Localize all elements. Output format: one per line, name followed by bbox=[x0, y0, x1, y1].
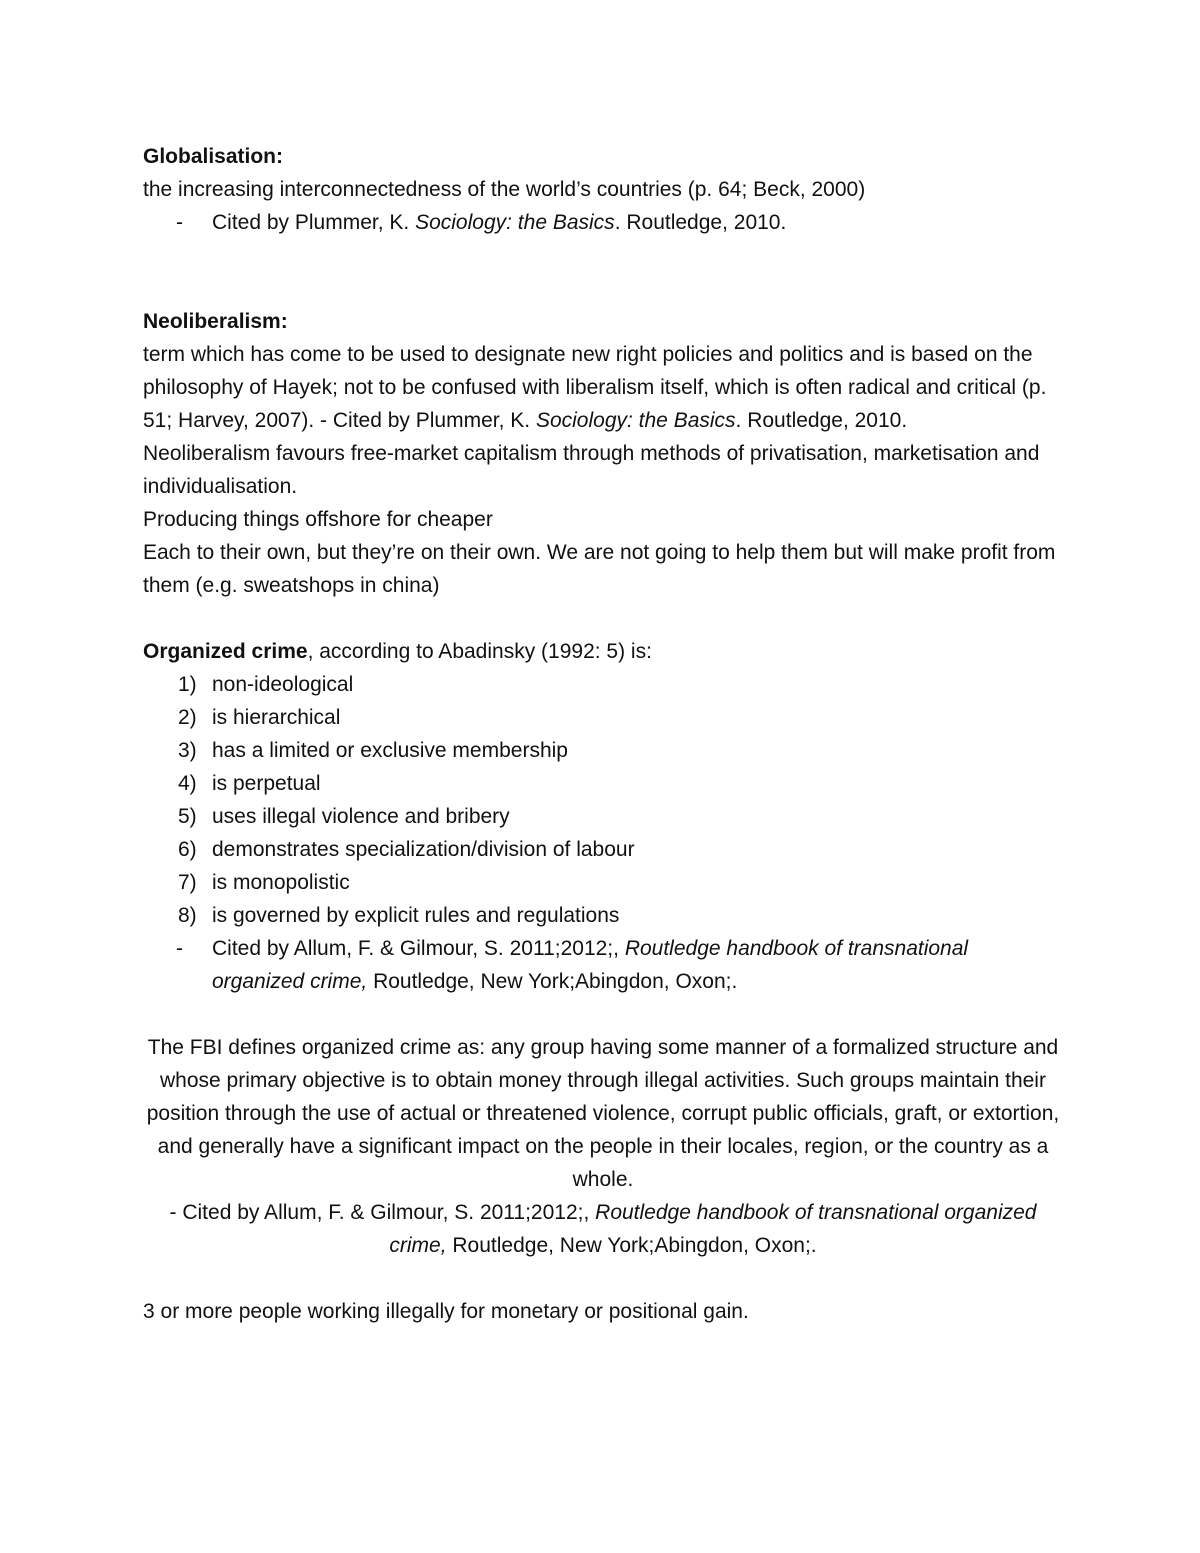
citation-title: Sociology: the Basics bbox=[415, 211, 615, 234]
citation-suffix: Routledge, New York;Abingdon, Oxon;. bbox=[367, 970, 738, 993]
citation-prefix: Cited by Plummer, K. bbox=[212, 211, 416, 234]
spacer bbox=[143, 239, 1063, 305]
citation-title: Sociology: the Basics bbox=[535, 409, 736, 432]
fbi-definition: The FBI defines organized crime as: any group having some manner of a formalized structure and whose primary objective is to obtain money through illegal activities. Such groups maintain their position through the use of actual or threatened violence, corrupt public officials, graft, or extortion, and generally have a significant impact on the people in their locales, region, or the country as a whole. bbox=[146, 1036, 1060, 1191]
list-text: is monopolistic bbox=[212, 871, 350, 894]
list-text: is hierarchical bbox=[212, 706, 341, 729]
list-text: is governed by explicit rules and regulations bbox=[212, 904, 620, 927]
organized-crime-citation bbox=[143, 932, 1063, 998]
globalisation-definition: the increasing interconnectedness of the world’s countries (p. 64; Beck, 2000) bbox=[143, 178, 866, 201]
list-item bbox=[143, 899, 1063, 932]
list-text: has a limited or exclusive membership bbox=[212, 739, 568, 762]
list-item bbox=[143, 800, 1063, 833]
organized-crime-list bbox=[143, 668, 1063, 932]
list-item bbox=[143, 833, 1063, 866]
list-number: 2) bbox=[178, 706, 197, 729]
definition-text: term which has come to be used to designate new right policies and politics and is based on the philosophy of Hayek; not to be confused with liberalism itself, which is often radical and critical (p. 51; Harvey, 2007). - Cited by Plummer, K. bbox=[143, 343, 1047, 432]
spacer bbox=[143, 998, 1063, 1031]
citation-suffix: . Routledge, 2010. bbox=[614, 211, 787, 234]
neoliberalism-line: Neoliberalism favours free-market capitalism through methods of privatisation, marketisation and individualisation. bbox=[143, 442, 1040, 498]
citation-dash: - bbox=[176, 937, 183, 960]
citation-suffix: Routledge, New York;Abingdon, Oxon;. bbox=[446, 1234, 817, 1257]
list-number: 5) bbox=[178, 805, 197, 828]
neoliberalism-line: Producing things offshore for cheaper bbox=[143, 508, 493, 531]
document-body bbox=[143, 140, 1063, 1328]
list-number: 6) bbox=[178, 838, 197, 861]
list-item bbox=[143, 701, 1063, 734]
citation-suffix: . Routledge, 2010. bbox=[735, 409, 908, 432]
intro-text: , according to Abadinsky (1992: 5) is: bbox=[307, 640, 652, 663]
fbi-citation bbox=[143, 1196, 1063, 1262]
list-text: uses illegal violence and bribery bbox=[212, 805, 510, 828]
citation-title: Routledge handbook of transnational organized crime, bbox=[212, 937, 969, 993]
citation-prefix: Cited by Allum, F. & Gilmour, S. 2011;2012;, bbox=[212, 937, 625, 960]
spacer bbox=[143, 602, 1063, 635]
neoliberalism-definition bbox=[143, 338, 1063, 437]
list-number: 3) bbox=[178, 739, 197, 762]
neoliberalism-heading: Neoliberalism: bbox=[143, 310, 288, 333]
spacer bbox=[143, 1262, 1063, 1295]
list-item bbox=[143, 866, 1063, 899]
citation-dash: - bbox=[176, 211, 183, 234]
neoliberalism-line: Each to their own, but they’re on their own. We are not going to help them but will make profit from them (e.g. sweatshops in china) bbox=[143, 541, 1056, 597]
globalisation-citation bbox=[143, 206, 1063, 239]
organized-crime-intro bbox=[143, 635, 1063, 668]
citation-text bbox=[212, 206, 1063, 239]
organized-crime-heading: Organized crime bbox=[143, 640, 308, 663]
list-text: demonstrates specialization/division of labour bbox=[212, 838, 635, 861]
citation-title: Routledge handbook of transnational organized crime, bbox=[389, 1201, 1037, 1257]
citation-text bbox=[212, 932, 1063, 998]
list-item bbox=[143, 734, 1063, 767]
list-text: non-ideological bbox=[212, 673, 354, 696]
list-item bbox=[143, 767, 1063, 800]
list-text: is perpetual bbox=[212, 772, 321, 795]
list-number: 4) bbox=[178, 772, 197, 795]
list-item bbox=[143, 668, 1063, 701]
list-number: 7) bbox=[178, 871, 197, 894]
list-number: 1) bbox=[178, 673, 197, 696]
globalisation-heading: Globalisation: bbox=[143, 145, 284, 168]
list-number: 8) bbox=[178, 904, 197, 927]
citation-prefix: - Cited by Allum, F. & Gilmour, S. 2011;2012;, bbox=[169, 1201, 596, 1224]
summary-line: 3 or more people working illegally for monetary or positional gain. bbox=[143, 1300, 749, 1323]
